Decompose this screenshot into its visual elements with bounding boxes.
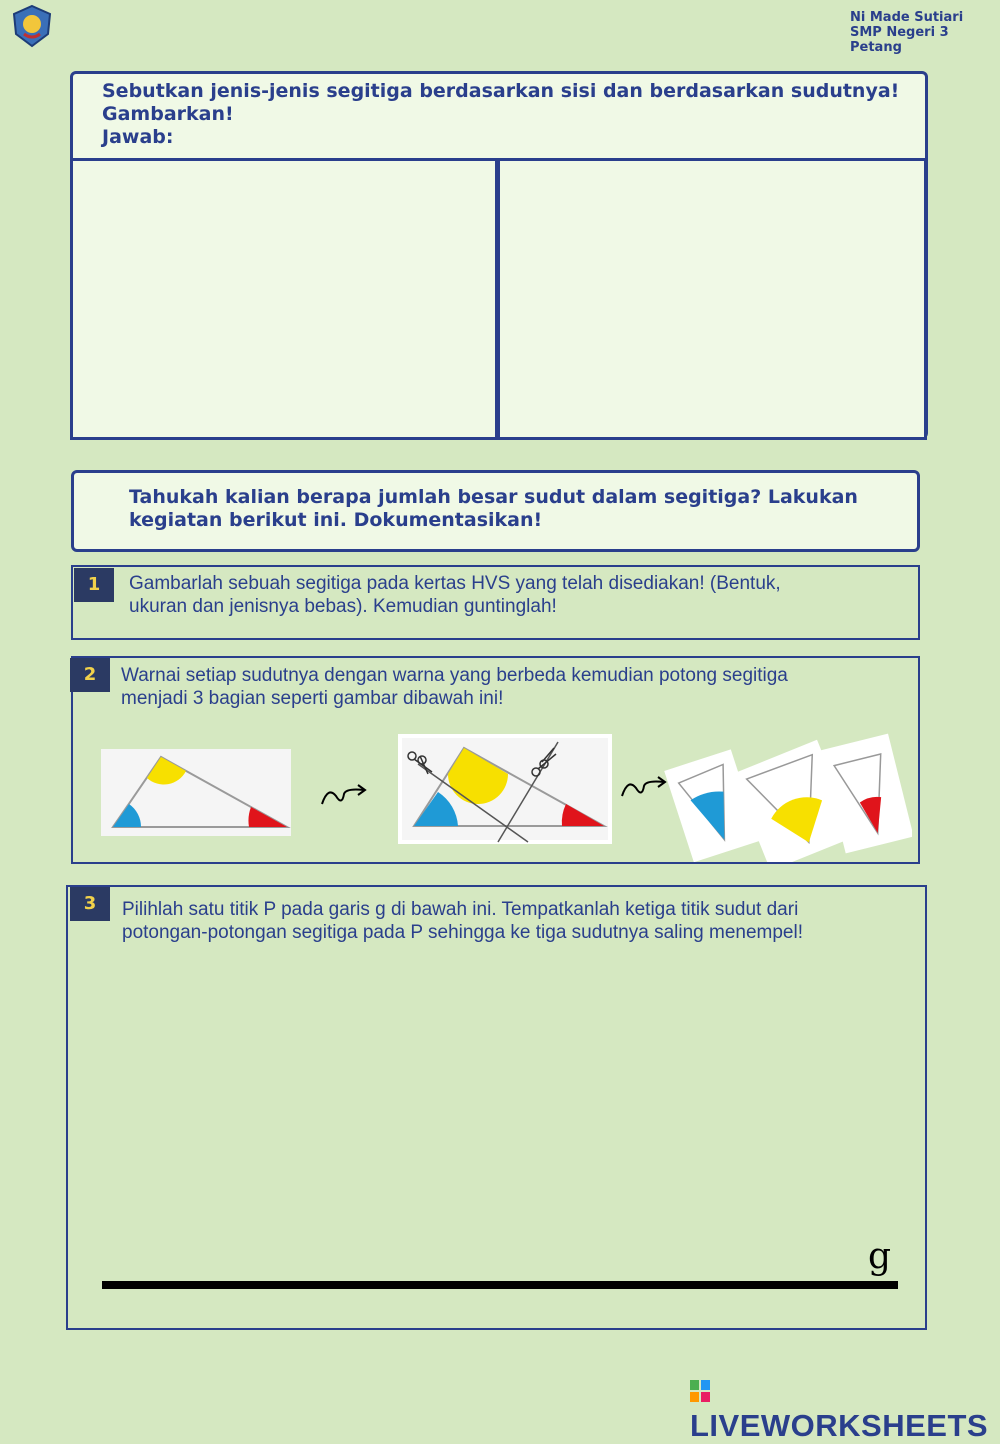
cut-triangle-image: [398, 734, 612, 844]
arrow-icon: [318, 780, 370, 810]
liveworksheets-brand: LIVEWORKSHEETS: [690, 1408, 989, 1443]
step3-number: 3: [70, 887, 110, 921]
author-info: [850, 10, 1000, 55]
step3-text: [122, 898, 922, 944]
question1-line2: Gambarkan!: [102, 103, 234, 125]
step2-text: [121, 664, 911, 710]
school-name: SMP Negeri 3 Petang: [850, 25, 949, 55]
triangle-pieces-image: [664, 730, 912, 862]
step1-line2: ukuran dan jenisnya bebas). Kemudian guntinglah!: [129, 596, 557, 617]
step1-line1: Gambarlah sebuah segitiga pada kertas HVS yang telah disediakan! (Bentuk,: [129, 573, 781, 594]
step2-line2: menjadi 3 bagian seperti gambar dibawah ini!: [121, 688, 504, 709]
liveworksheets-logo: [690, 1372, 1000, 1444]
step2-line1: Warnai setiap sudutnya dengan warna yang berbeda kemudian potong segitiga: [121, 665, 788, 686]
arrow-icon: [618, 772, 670, 802]
line-g: [102, 1281, 898, 1289]
step1-number: 1: [74, 568, 114, 602]
answer-box-right[interactable]: [497, 158, 927, 440]
activity-intro-text: [129, 486, 889, 532]
intro-line2: kegiatan berikut ini. Dokumentasikan!: [129, 509, 543, 531]
school-logo-icon: [10, 4, 54, 48]
question1-line3: Jawab:: [102, 126, 174, 148]
step3-line1: Pilihlah satu titik P pada garis g di bawah ini. Tempatkanlah ketiga titik sudut dari: [122, 899, 799, 920]
step3-panel[interactable]: [66, 885, 927, 1330]
line-g-label: g: [868, 1236, 892, 1277]
question1-line1: Sebutkan jenis-jenis segitiga berdasarkan sisi dan berdasarkan sudutnya!: [102, 80, 900, 102]
author-name: Ni Made Sutiari: [850, 10, 964, 25]
step2-number: 2: [70, 658, 110, 692]
intro-line1: Tahukah kalian berapa jumlah besar sudut dalam segitiga? Lakukan: [129, 486, 858, 508]
liveworksheets-logo-icon: [690, 1380, 710, 1402]
answer-box-left[interactable]: [70, 158, 498, 440]
question1-text: [102, 80, 912, 149]
step1-text: [129, 572, 909, 618]
colored-triangle-image: [101, 749, 291, 836]
step3-line2: potongan-potongan segitiga pada P sehingga ke tiga sudutnya saling menempel!: [122, 922, 803, 943]
